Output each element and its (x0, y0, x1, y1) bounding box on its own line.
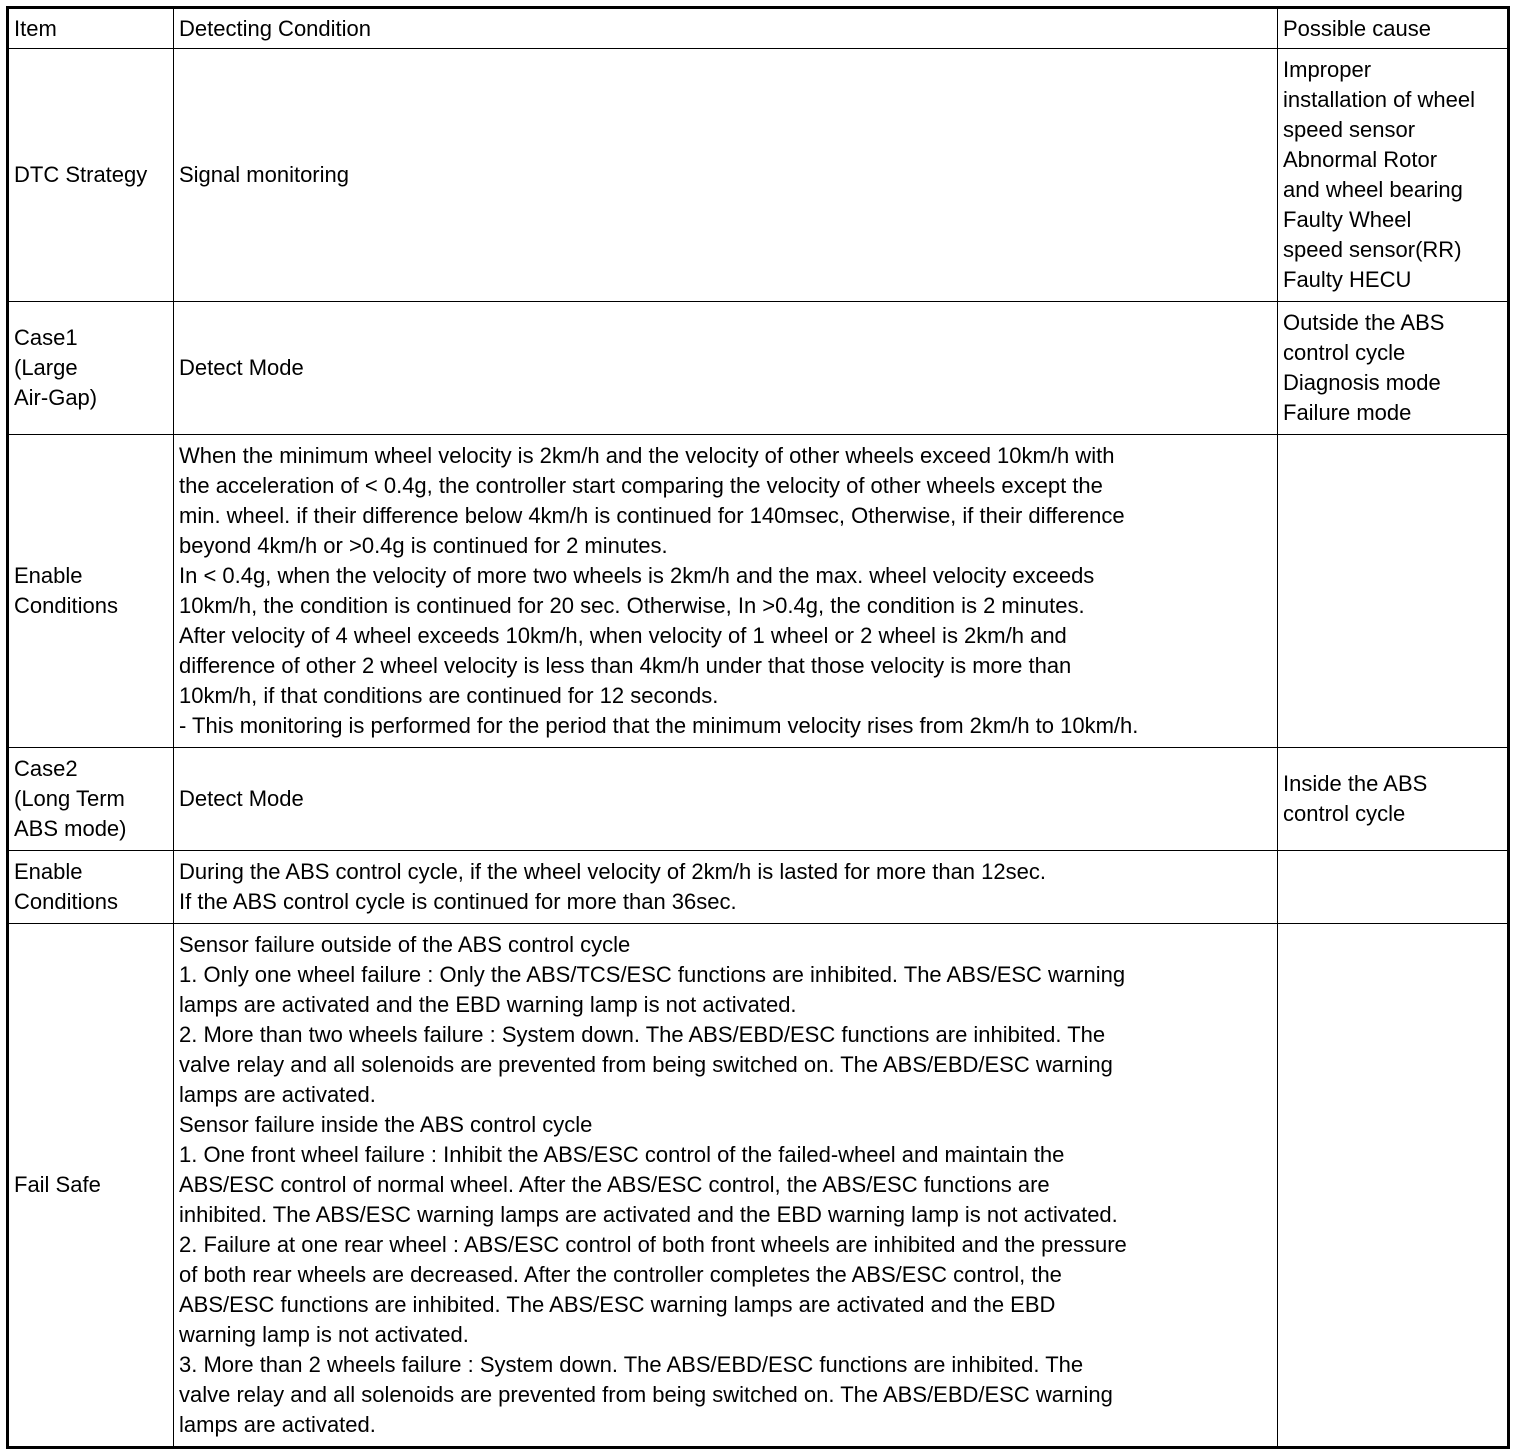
cell-text-line: Diagnosis mode (1283, 370, 1441, 395)
row-dtc-strategy (8, 49, 1509, 302)
cell-text-line: control cycle (1283, 801, 1406, 826)
cell-text-line: and wheel bearing (1283, 177, 1463, 202)
cell-text-line: 2. More than two wheels failure : System down. The ABS/EBD/ESC functions are inhibited. The (179, 1022, 1106, 1047)
cell-text-line: beyond 4km/h or >0.4g is continued for 2 minutes. (179, 533, 668, 558)
cell-text-line: During the ABS control cycle, if the wheel velocity of 2km/h is lasted for more than 12sec. (179, 859, 1046, 884)
cell-text-line: DTC Strategy (14, 162, 148, 187)
header-row (8, 8, 1509, 49)
possible-cause-cell (1278, 302, 1509, 435)
item-cell (8, 748, 174, 851)
cell-text-line: min. wheel. if their difference below 4km/h is continued for 140msec, Otherwise, if their difference (179, 503, 1125, 528)
cell-text-line: 1. One front wheel failure : Inhibit the ABS/ESC control of the failed-wheel and maintain the (179, 1142, 1065, 1167)
cell-text-line: Conditions (14, 593, 118, 618)
cell-text-line: After velocity of 4 wheel exceeds 10km/h, when velocity of 1 wheel or 2 wheel is 2km/h and (179, 623, 1067, 648)
cell-text-line: Sensor failure inside the ABS control cycle (179, 1112, 593, 1137)
cell-text-line: Sensor failure outside of the ABS control cycle (179, 932, 631, 957)
row-case2 (8, 748, 1509, 851)
cell-text-line: installation of wheel (1283, 87, 1476, 112)
possible-cause-cell (1278, 49, 1509, 302)
cell-text-line: 10km/h, the condition is continued for 20 sec. Otherwise, In >0.4g, the condition is 2 minutes. (179, 593, 1085, 618)
item-cell (8, 924, 174, 1448)
cell-text-line: the acceleration of < 0.4g, the controller start comparing the velocity of other wheels except the (179, 473, 1103, 498)
cell-text-line: (Large (14, 355, 78, 380)
cell-text-line: - This monitoring is performed for the period that the minimum velocity rises from 2km/h to 10km/h. (179, 713, 1139, 738)
cell-text-line: 1. Only one wheel failure : Only the ABS/TCS/ESC functions are inhibited. The ABS/ESC warning (179, 962, 1126, 987)
detecting-condition-cell (174, 435, 1278, 748)
item-cell (8, 49, 174, 302)
cell-text-line: ABS/ESC control of normal wheel. After the ABS/ESC control, the ABS/ESC functions are (179, 1172, 1050, 1197)
cell-text-line: Enable (14, 859, 83, 884)
cell-text-line: lamps are activated. (179, 1082, 376, 1107)
possible-cause-cell (1278, 435, 1509, 748)
cell-text-line: If the ABS control cycle is continued for more than 36sec. (179, 889, 737, 914)
cell-text-line: Faulty HECU (1283, 267, 1412, 292)
detecting-condition-cell (174, 924, 1278, 1448)
cell-text-line: Case1 (14, 325, 78, 350)
item-cell (8, 851, 174, 924)
cell-text-line: Detect Mode (179, 786, 304, 811)
header-possible-cause: Possible cause (1278, 8, 1509, 49)
header-item: Item (8, 8, 174, 49)
detecting-condition-cell (174, 49, 1278, 302)
row-enable-conditions-2 (8, 851, 1509, 924)
cell-text-line: of both rear wheels are decreased. After the controller completes the ABS/ESC control, the (179, 1262, 1062, 1287)
cell-text-line: 2. Failure at one rear wheel : ABS/ESC control of both front wheels are inhibited and the pressure (179, 1232, 1127, 1257)
cell-text-line: Improper (1283, 57, 1372, 82)
dtc-table (6, 6, 1510, 1449)
cell-text-line: 10km/h, if that conditions are continued for 12 seconds. (179, 683, 719, 708)
possible-cause-cell (1278, 924, 1509, 1448)
cell-text-line: (Long Term (14, 786, 125, 811)
cell-text-line: When the minimum wheel velocity is 2km/h and the velocity of other wheels exceed 10km/h with (179, 443, 1115, 468)
cell-text-line: Case2 (14, 756, 78, 781)
cell-text-line: inhibited. The ABS/ESC warning lamps are activated and the EBD warning lamp is not activated. (179, 1202, 1118, 1227)
detecting-condition-cell (174, 302, 1278, 435)
cell-text-line: 3. More than 2 wheels failure : System down. The ABS/EBD/ESC functions are inhibited. The (179, 1352, 1084, 1377)
cell-text-line: lamps are activated. (179, 1412, 376, 1437)
cell-text-line: Faulty Wheel (1283, 207, 1412, 232)
cell-text-line: Air-Gap) (14, 385, 98, 410)
row-fail-safe (8, 924, 1509, 1448)
cell-text-line: Failure mode (1283, 400, 1412, 425)
cell-text-line: warning lamp is not activated. (179, 1322, 469, 1347)
cell-text-line: Conditions (14, 889, 118, 914)
detecting-condition-cell (174, 748, 1278, 851)
cell-text-line: speed sensor (1283, 117, 1416, 142)
cell-text-line: ABS/ESC functions are inhibited. The ABS/ESC warning lamps are activated and the EBD (179, 1292, 1056, 1317)
cell-text-line: Fail Safe (14, 1172, 101, 1197)
item-cell (8, 435, 174, 748)
row-case1 (8, 302, 1509, 435)
possible-cause-cell (1278, 851, 1509, 924)
cell-text-line: difference of other 2 wheel velocity is less than 4km/h under that those velocity is more than (179, 653, 1072, 678)
cell-text-line: speed sensor(RR) (1283, 237, 1462, 262)
cell-text-line: lamps are activated and the EBD warning lamp is not activated. (179, 992, 797, 1017)
cell-text-line: Abnormal Rotor (1283, 147, 1438, 172)
cell-text-line: valve relay and all solenoids are prevented from being switched on. The ABS/EBD/ESC warning (179, 1382, 1113, 1407)
item-cell (8, 302, 174, 435)
cell-text-line: Outside the ABS (1283, 310, 1445, 335)
cell-text-line: ABS mode) (14, 816, 127, 841)
cell-text-line: control cycle (1283, 340, 1406, 365)
cell-text-line: valve relay and all solenoids are prevented from being switched on. The ABS/EBD/ESC warning (179, 1052, 1113, 1077)
header-detecting-condition: Detecting Condition (174, 8, 1278, 49)
cell-text-line: Inside the ABS (1283, 771, 1428, 796)
cell-text-line: Enable (14, 563, 83, 588)
cell-text-line: Signal monitoring (179, 162, 349, 187)
row-enable-conditions-1 (8, 435, 1509, 748)
detecting-condition-cell (174, 851, 1278, 924)
possible-cause-cell (1278, 748, 1509, 851)
table-body (8, 8, 1509, 1448)
cell-text-line: Detect Mode (179, 355, 304, 380)
cell-text-line: In < 0.4g, when the velocity of more two wheels is 2km/h and the max. wheel velocity exceeds (179, 563, 1095, 588)
